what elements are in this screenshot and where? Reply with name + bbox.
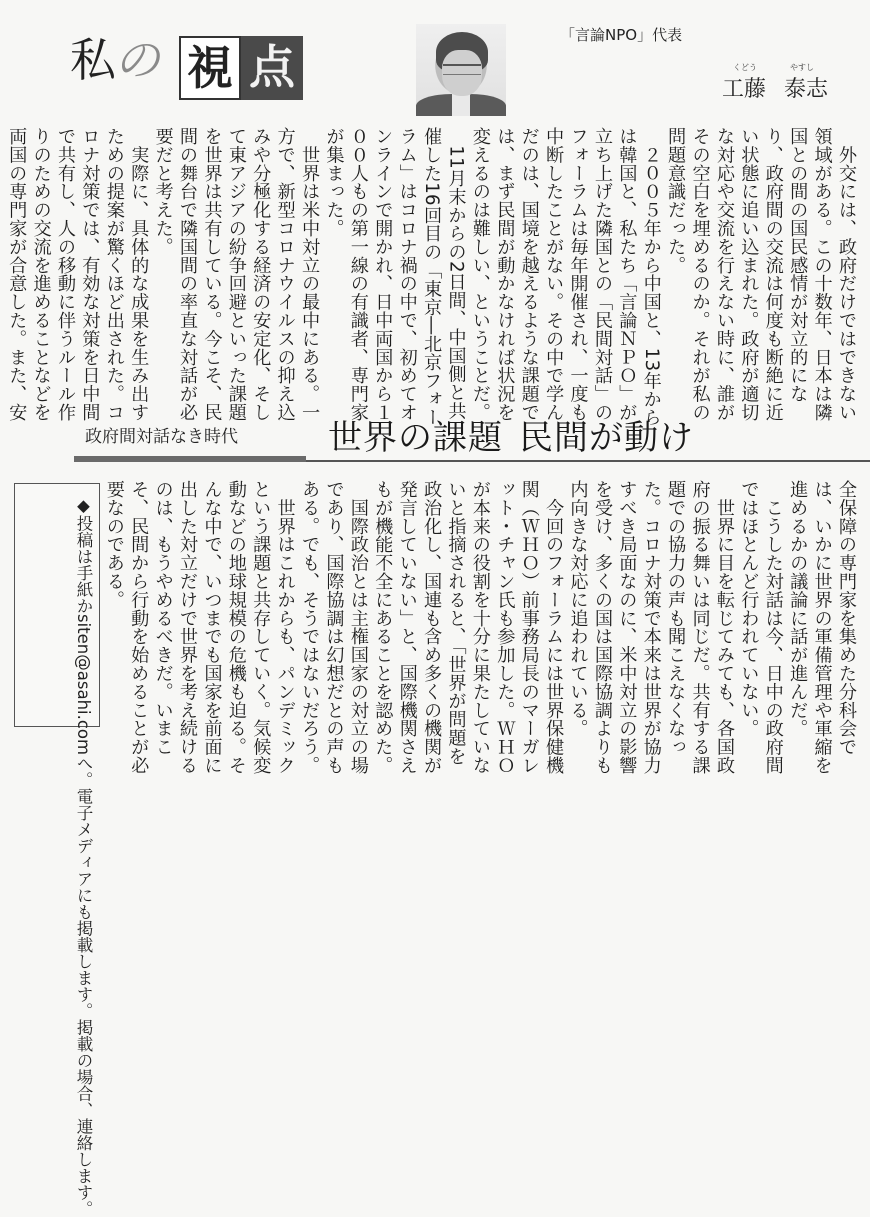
text-column: ２００５年から中国と、13年から xyxy=(640,127,662,427)
column-masthead xyxy=(0,0,870,120)
author-family-name-reading: くどう xyxy=(733,63,757,72)
notice-line: ◆投稿は手紙かsiten@asahi.com xyxy=(74,496,93,756)
notice-line: へ。電子メディアにも掲載します。 xyxy=(74,755,93,1020)
text-column: 要なのである。 xyxy=(103,480,125,609)
text-column: 動などの地球規模の危機も迫る。そ xyxy=(225,480,247,775)
text-column: た。コロナ対策で本来は世界が協力 xyxy=(640,480,662,775)
text-column: 領域がある。この十数年、日本は隣 xyxy=(811,127,833,422)
text-column: りのための交流を進めることなどを xyxy=(30,127,52,422)
text-column: 政治化し、国連も含め多くの機関が xyxy=(421,480,443,775)
headline-kicker: 政府間対話なき時代 xyxy=(85,427,238,447)
series-title xyxy=(70,34,158,86)
text-column: 国との間の国民感情が対立的にな xyxy=(787,127,809,403)
text-column: が本来の役割を十分に果たしていな xyxy=(469,480,491,775)
text-column: 中断したことがない。その中で学ん xyxy=(543,127,565,422)
author-name xyxy=(722,72,828,103)
text-column: もが機能不全にあることを認めた。 xyxy=(372,480,394,775)
text-column: 発言していない」と、国際機関さえ xyxy=(396,480,418,775)
text-column: は、まず民間が動かなければ状況を xyxy=(494,127,516,422)
text-column: 問題意識だった。 xyxy=(665,127,687,275)
text-column: という課題と共存していく。気候変 xyxy=(250,480,272,775)
text-column: ロナ対策では、有効な対策を日中間 xyxy=(79,127,101,422)
text-column: 進めるかの議論に話が進んだ。 xyxy=(787,480,809,738)
text-column: ット・チャン氏も参加した。ＷＨＯ xyxy=(494,480,516,775)
text-column: 外交には、政府だけではできない xyxy=(836,127,857,422)
headline-rule-thin xyxy=(306,460,870,462)
series-title-box-ten: 点 xyxy=(241,36,303,100)
text-column: 変えるのは難しい、ということだ。 xyxy=(469,127,491,422)
text-column: ある。でも、そうではないだろう。 xyxy=(299,480,321,775)
text-column: 今回のフォーラムには世界保健機 xyxy=(543,480,565,775)
text-column: は韓国と、私たち「言論ＮＰＯ」が xyxy=(616,127,638,422)
headline-main-part2: 民間が動け xyxy=(519,418,694,458)
author-family-name: 工藤 xyxy=(722,77,767,102)
text-column: その空白を埋めるのか。それが私の xyxy=(689,127,711,422)
text-column: みや分極化する経済の安定化、そし xyxy=(250,127,272,422)
headline-main xyxy=(328,410,694,459)
text-column: ための提案が驚くほど出された。コ xyxy=(103,127,125,422)
text-column: り、政府間の交流は何度も断絶に近 xyxy=(762,127,784,422)
portrait-glasses xyxy=(443,64,481,75)
text-column: であり、国際協調は幻想だとの声も xyxy=(323,480,345,775)
text-column: 間の舞台で隣国間の率直な対話が必 xyxy=(177,127,199,422)
text-column: 府の振る舞いは同じだ。共有する課 xyxy=(689,480,711,775)
article-body-lower xyxy=(101,480,858,775)
text-column: 立ち上げた隣国との「民間対話」の xyxy=(591,127,613,422)
author-affiliation: 「言論NPO」代表 xyxy=(560,26,683,44)
text-column: が集まった。 xyxy=(323,127,345,238)
article-body-upper xyxy=(4,127,858,427)
text-column: を世界は共有している。今こそ、民 xyxy=(201,127,223,422)
headline-main-part1: 世界の課題 xyxy=(328,418,503,458)
text-column: こうした対話は今、日中の政府間 xyxy=(762,480,784,775)
text-column: 内向きな対応に追われている。 xyxy=(567,480,589,738)
text-column: 世界は米中対立の最中にある。一 xyxy=(299,127,321,422)
text-column: 関（ＷＨＯ）前事務局長のマーガレ xyxy=(518,480,540,775)
text-column: すべき局面なのに、米中対立の影響 xyxy=(616,480,638,775)
portrait-collar xyxy=(452,94,470,116)
series-title-no: の xyxy=(114,33,158,87)
text-column: だのは、国境を越えるような課題で xyxy=(518,127,540,422)
text-column: 催した16回目の「東京―北京フォー xyxy=(421,127,443,427)
text-column: フォーラムは毎年開催され、一度も xyxy=(567,127,589,422)
text-column: て東アジアの紛争回避といった課題 xyxy=(225,127,247,422)
text-column: そ、民間から行動を始めることが必 xyxy=(128,480,150,775)
author-portrait xyxy=(416,24,506,116)
text-column: 方で、新型コロナウイルスの抑え込 xyxy=(274,127,296,422)
text-column: 出した対立だけで世界を考え続ける xyxy=(177,480,199,775)
text-column: ００人もの第一線の有識者、専門家 xyxy=(347,127,369,422)
submission-notice-box xyxy=(14,483,100,1217)
text-column: ではほとんど行われていない。 xyxy=(738,480,760,738)
text-column: 要だと考えた。 xyxy=(152,127,174,256)
text-column: 全保障の専門家を集めた分科会で xyxy=(836,480,857,756)
text-column: 世界はこれからも、パンデミック xyxy=(274,480,296,775)
text-column: んな中で、いつまでも国家を前面に xyxy=(201,480,223,775)
text-column: 実際に、具体的な成果を生み出す xyxy=(128,127,150,422)
text-column: い状態に追い込まれた。政府が適切 xyxy=(738,127,760,422)
author-given-name-reading: やすし xyxy=(790,63,814,72)
text-column: ンラインで開かれ、日中両国から１ xyxy=(372,127,394,422)
text-column: ラム」はコロナ禍の中で、初めてオ xyxy=(396,127,418,422)
notice-line: 掲載の場合、連絡します。 xyxy=(74,1019,93,1217)
text-column: のは、もうやめるべきだ。いまこ xyxy=(152,480,174,756)
text-column: いと指摘されると、「世界が問題を xyxy=(445,480,467,766)
text-column: 題での協力の声も聞こえなくなっ xyxy=(665,480,687,756)
text-column: 世界に目を転じてみても、各国政 xyxy=(713,480,735,775)
text-column: 国際政治とは主権国家の対立の場 xyxy=(347,480,369,775)
text-column: な対応や交流を行えない時に、誰が xyxy=(713,127,735,422)
text-column: で共有し、人の移動に伴うルール作 xyxy=(55,127,76,422)
text-column: 両国の専門家が合意した。また、安 xyxy=(6,127,28,422)
series-title-watashi: 私 xyxy=(70,33,114,87)
submission-notice-text xyxy=(71,496,95,1217)
author-given-name: 泰志 xyxy=(784,77,829,102)
headline-rule-thick xyxy=(74,456,306,462)
text-column: は、いかに世界の軍備管理や軍縮を xyxy=(811,480,833,775)
text-column: 11月末からの2日間、中国側と共 xyxy=(445,127,467,420)
text-column: を受け、多くの国は国際協調よりも xyxy=(591,480,613,775)
series-title-box-shi: 視 xyxy=(179,36,241,100)
